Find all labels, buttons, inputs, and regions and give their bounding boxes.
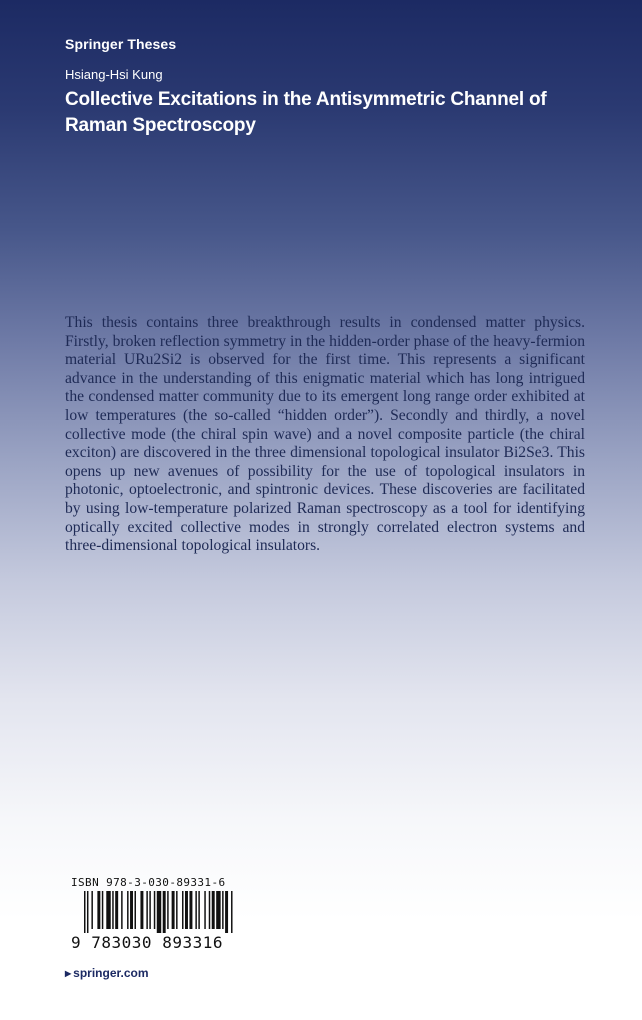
blurb-text: This thesis contains three breakthrough results in condensed matter physics. Firstly, broken reflection symmetry in the hidden-order phase of the heavy-fermion material URu2Si2 is observed for the first time. This represents a significant advance in the understanding of this enigmatic material which has long intrigued the condensed matter community due to its emergent long range order exhibited at low temperatures (the so-called “hidden order”). Secondly and thirdly, a novel collective mode (the chiral spin wave) and a novel composite particle (the chiral exciton) are discovered in the three dimensional topological insulator Bi2Se3. This opens up new avenues of possibility for the use of topological insulators in photonic, optoelectronic, and spintronic devices. These discoveries are facilitated by using low-temperature polarized Raman spectroscopy as a tool for identifying optically excited collective modes in strongly correlated electron systems and three-dimensional topological insulators. — [65, 314, 585, 555]
publisher-website[interactable] — [65, 966, 149, 980]
arrow-right-icon: ▶ — [65, 968, 72, 978]
website-label: springer.com — [73, 966, 149, 980]
barcode — [84, 891, 234, 933]
barcode-bar — [91, 891, 92, 929]
barcode-bar — [140, 891, 143, 929]
barcode-bar — [112, 891, 113, 929]
isbn-label: ISBN 978-3-030-89331-6 — [71, 876, 226, 889]
barcode-bar — [146, 891, 147, 929]
barcode-bar — [209, 891, 210, 929]
barcode-bar — [154, 891, 155, 929]
barcode-bar — [222, 891, 223, 929]
barcode-bar — [97, 891, 100, 929]
barcode-bar — [198, 891, 199, 929]
barcode-bar — [195, 891, 196, 929]
barcode-bar — [121, 891, 122, 929]
barcode-bar — [157, 891, 161, 933]
barcode-bar — [149, 891, 150, 929]
barcode-bar — [185, 891, 188, 929]
barcode-bar — [182, 891, 183, 929]
barcode-bar — [115, 891, 118, 929]
barcode-bar — [231, 891, 232, 933]
barcode-digits: 9 783030 893316 — [71, 933, 223, 952]
barcode-bar — [87, 891, 88, 933]
barcode-bar — [127, 891, 128, 929]
barcode-bar — [176, 891, 177, 929]
barcode-bar — [172, 891, 175, 929]
book-title: Collective Excitations in the Antisymmetric Channel of Raman Spectroscopy — [65, 89, 547, 136]
barcode-bar — [102, 891, 103, 929]
series-name: Springer Theses — [65, 36, 177, 52]
barcode-bar — [106, 891, 110, 929]
barcode-bar — [84, 891, 85, 933]
author-name: Hsiang-Hsi Kung — [65, 67, 163, 82]
barcode-bar — [225, 891, 228, 933]
barcode-bar — [212, 891, 215, 929]
barcode-bar — [135, 891, 136, 929]
barcode-bar — [204, 891, 205, 929]
barcode-bar — [189, 891, 192, 929]
barcode-bar — [163, 891, 166, 933]
barcode-bar — [130, 891, 133, 929]
barcode-bar — [216, 891, 220, 929]
barcode-bar — [167, 891, 168, 929]
